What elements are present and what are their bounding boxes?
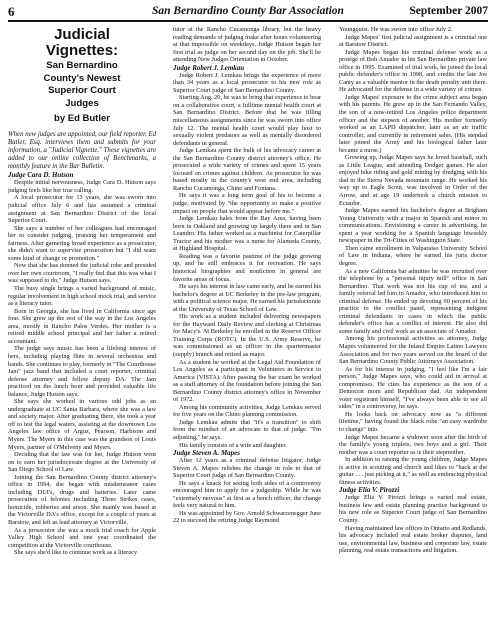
- paragraph: His family consists of a wife and daughter.: [179, 441, 287, 449]
- article-hutson: [8, 179, 156, 556]
- paragraph: As a student he worked at the Legal Aid Foundation of Los Angeles as a participant in Volunteers in Service to America (VISTA). After passing the bar exam he worked as a staff attorney of the foundation before joining the San Bernardino County district attorney's office in November of 1972.: [173, 358, 321, 404]
- paragraph: Judge Mapes began his criminal defense work as a protégé of Bob Amador in his San Bernardino private law office in 1995. Examined of trial work, he joined the local public defender's office in 1998, and credits the late Joe Canty as a valuable mentor in the death penalty unit there. He advocated for the defense in a wide variety of crimes.: [339, 48, 487, 94]
- column-3: [339, 26, 487, 636]
- paragraph: Judge Mapes earned his bachelor's degree at Brigham Young University with a major in Spanish and minor in communications. Envisioning a career in advertising, he spent a year working for a Spanish language biweekly newspaper in the Tri-Cities of Washington State.: [339, 207, 487, 245]
- paragraph: Deciding that the law was for her, Judge Hutson went on to earn her jurisdoctorate degree at the University of San Diego School of Law.: [8, 451, 156, 474]
- page-number: 6: [8, 4, 15, 19]
- paragraph: A local prosecutor for 13 years, she was sworn into judicial office July 6 and has assumed a criminal assignment at San Bernardino District of the local Superior Court.: [8, 194, 156, 225]
- paragraph: After 12 years as a criminal defense litigator, Judge Steven A. Mapes relishes the change in role to that of Superior Court judge of San Bernardino County.: [173, 457, 321, 480]
- paragraph: She says a number of her colleagues had encouraged her to consider judging, praising her temperament and fairness. After garnering broad experience as a prosecutor, she didn't want to supervise prosecution but "I did want some kind of change or promotion.": [8, 224, 156, 262]
- paragraph: Judge Elia V. Pirozzi brings a varied real estate, business law and estate planning practice background to his new role as Superior Court judge of San Bernardino County.: [339, 494, 487, 524]
- paragraph: The busy single brings a varied background of music, regular involvement in high school mock trial, and service as a literacy tutor.: [8, 285, 156, 308]
- page-header: [8, 4, 488, 20]
- paragraph: Judge Lemkau spent the bulk of his advocacy career at the San Bernardino County district attorney's office. He prosecuted a wide variety of crimes and spent 15 years focused on crimes against children. As prosecutor he was based mostly in the county's west end area, including Rancho Cucamonga, Chino and Fontana.: [173, 147, 321, 192]
- article-pirozzi: [339, 494, 487, 554]
- paragraph: Joining the San Bernardino County district attorney's office in 1994, she began with misdemeanor cases including DUI's, drugs and batteries. Later came prosecution of felonies including Three Strikes cases, homicide, robberies and arson. She mainly was based at the Victorville DA's office, except for a couple of years at Barstow, and left as lead attorney at Victorville.: [8, 473, 156, 526]
- paragraph: He looks back on advocacy now as "a different lifetime," having found the black robe "an easy wardrobe to change" into.: [339, 410, 487, 433]
- section-heading-lemkau: Judge Robert J. Lemkau: [173, 63, 245, 72]
- paragraph: As a new California bar admittee he was recruited over the telephone by a "personal injury mill" office in San Bernardino. That work was not his cup of tea, and a family referral led him to Amador, who introduced him to criminal defense. He ended up devoting 90 percent of his practice to the conflict panel, representing indigent criminal defendants in cases in which the public defender's office has a conflict of interest. He also did some family and civil work as an associate of Amador.: [339, 267, 487, 335]
- feature-title-line-1: Judicial: [54, 26, 110, 43]
- feature-subtitle-line-4: Judges: [65, 97, 99, 109]
- paragraph: Having maintained law offices in Ontario and Redlands, his advocacy included real estate broker disputes, land use, environmental law, business and corporate law, estate planning, real estate transactions and litigation.: [339, 524, 487, 555]
- paragraph: He says his interest in law came early, and he earned his bachelor's degree at UC Berkeley in the pre-law program, with a political science major. He earned his jurisdoctorate at the University of Texas School of Law.: [173, 283, 321, 313]
- intro-note: When new judges are appointed, our field reporter, Ed Butler, Esq. interviews them and submits for your information, a "Judicial Vignette." These vignettes are added to our online collection of Benchmarks, a monthly feature in the Bar Bulletin.: [8, 131, 156, 171]
- paragraph: His work as a student included delivering newspapers for the Hayward Daily Review and clerking at Christmas for Macy's. At Berkeley he enrolled in the Reserve Officer Training Corps (ROTC). In the U.S. Army Reserve, he was commissioned as an officer in the quartermaster (supply) branch and retired as major.: [173, 313, 321, 358]
- column-1: [8, 26, 156, 636]
- paragraph: As for his interest in judging, "I feel like I'm a fair person," Judge Mapes says, who could aid in arrival at compromises. He cites his experience as the son of a Democrat mom and Republican dad. An independent voter registrant himself, "I've always been able to see all sides" in a controversy, he says.: [339, 365, 487, 411]
- paragraph: Judge Lemkau admits that "it's a transition" to shift from the mindset of an advocate to that of judge. "I'm adjusting," he says.: [173, 418, 321, 441]
- paragraph: He says it was a long term goal of his to become a judge, motivated by "the opportunity to make a positive impact on people that would appear before me.": [173, 192, 321, 215]
- feature-title-line-2: Vignettes:: [45, 42, 119, 59]
- section-heading-hutson: Judge Cara D. Hutson: [8, 171, 74, 180]
- paragraph: Judge Mapes became a widower soon after the birth of the family's young triplets, two boys and a girl. Their mother was a court reporter as is their stepmother.: [339, 433, 487, 456]
- paragraph: He was appointed by Gov. Arnold Schwarzenegger June 22 to succeed the retiring Judge Raymond: [173, 509, 321, 525]
- paragraph: Judge Lemkau hales from the Bay Area, having been born in Oakland and growing up largely there and in San Leandro. His father worked as a machinist for Caterpillar Tractor and his mother was a nurse for Alameda County, at Highland Hospital.: [173, 215, 321, 253]
- publication-title: San Bernardino County Bar Association: [152, 5, 344, 17]
- header-rule: [8, 20, 488, 22]
- feature-subtitle-line-3: Superior Court: [48, 85, 116, 97]
- paragraph: Starting Aug. 20, he was to bring that experience to bear on a collaborative court, a fulltime mental health court at San Bernardino District. Before that he was filling miscellaneous assignments since he was sworn into office July 12. The mental health court would play host to sexually violent predators as well as mentally disordered defendants in general.: [173, 94, 321, 147]
- paragraph: Then came enrollment in Valparaiso University School of Law in Indiana, where he earned his juris doctor degree.: [339, 244, 487, 267]
- paragraph: Despite initial nervousness, Judge Cara D. Hutson says judging feels like her true calling.: [8, 179, 156, 194]
- paragraph: Growing up, Judge Mapes says he loved baseball, such as Little League, and attending Dodger games. He also enjoyed bike riding and gold mining by dredging with his dad in the Sierra Nevada mountain range. He worked his way up to Eagle Scout, was involved in Order of the Arrow, and at age 19 undertook a church mission to Ecuador.: [339, 154, 487, 207]
- feature-title-block: [16, 27, 148, 125]
- paragraph: In addition to raising the young children, Judge Mapes is active in scouting and church and likes to "back at the guitar . . . just picking at it," as well as embracing physical fitness activities.: [339, 456, 487, 486]
- section-heading-mapes: Judge Steven A. Mapes: [173, 449, 241, 458]
- article-lemkau: [173, 72, 321, 449]
- paragraph: The judge says music has been a lifelong interest of hers, including playing flute in several orchestras and bands. She continues to play, formerly in "The Courthouse Jam" jazz band that included a court reporter, criminal defense attorney and fellow deputy DA. The Jam practiced on the lunch hour and provided valuable life balance, Judge Hutson says.: [8, 345, 156, 398]
- issue-date: September 2007: [409, 5, 488, 17]
- paragraph: As a prosecutor she was a mock trial coach for Apple Valley High School and one year coordinated the competition at the Victorville courthouse.: [8, 526, 156, 549]
- section-heading-pirozzi: Judge Elia V. Pirozzi: [339, 486, 400, 495]
- article-mapes-continued: [339, 26, 487, 486]
- article-mapes: [173, 457, 321, 525]
- paragraph: Judge Mapes' first judicial assignment is a criminal one at Barstow District.: [339, 33, 487, 49]
- paragraph: Among his professional activities as attorney, Judge Mapes volunteered for the Inland Empire Latino Lawyers Association and for two years served on the board of the San Bernardino County Public Attorneys Association.: [339, 335, 487, 366]
- byline: by Ed Butler: [54, 113, 110, 125]
- paragraph: Judge Mapes' exposure to the crime subject area began with his parents. He grew up in the San Fernando Valley, the son of a now-retired Los Angeles police department officer and the stepson of another. His mother formerly worked as an LAPD dispatcher, later as an air traffic controller, and currently in retirement sales. (His stepdad later joined the Army and his biological father later became a nurse.): [339, 93, 487, 154]
- paragraph: Born in Georgia, she has lived in California since age four. She grew up the rest of the way in the Los Angeles area, mostly in Rancho Palos Verdes. Her mother is a retired middle school principal and her father a retired accountant.: [8, 307, 156, 345]
- paragraph: tutor at the Rancho Cucamonga library, but the heavy reading demands of judging make after hours volunteering at that impossible on weekdays. Judge Hutson began her first trial as judge on her second day on the job. She'll be attending New Judges Orientation in October.: [173, 26, 321, 64]
- paragraph: Now that she has donned the judicial robe and presided over her own courtroom, "I really feel that this was what I was supposed to do," Judge Hutson says.: [8, 262, 156, 285]
- paragraph: He says a knack for seeing both sides of a controversy encouraged him to apply for a judgeship. While he was "extremely nervous" at first as a bench officer, the change feels very natural to him.: [173, 479, 321, 510]
- feature-subtitle-line-2: County's Newest: [43, 72, 121, 84]
- paragraph: Among his community activities, Judge Lemkau served for five years on the Chino planning commission.: [173, 403, 321, 419]
- paragraph: Youngquist. He was sworn into office July 2.: [339, 26, 453, 33]
- paragraph: Reading was a favorite pastime of the judge growing up, and he still embraces it for recreation. He says historical biographies and nonfiction in general are favorite areas of focus.: [173, 252, 321, 283]
- paragraph: She says she worked in various odd jobs as an undergraduate at UC Santa Barbara, where she was a law and society major. After graduating there, she took a year off to test the legal waters, assisting at the downtown Los Angeles law office of Arguz, Pearson, Harbison and Myers. The Myers in this case was the grandson of Louis Myers, partner of O'Melveny and Myers.: [8, 398, 156, 451]
- paragraph: Judge Robert J. Lemkau brings the experience of more than 34 years as a local prosecutor to his new role as Superior Court judge of San Bernardino County.: [173, 71, 321, 94]
- feature-subtitle-line-1: San Bernardino: [46, 60, 118, 71]
- paragraph: She says she'd like to continue work as a literacy: [14, 549, 138, 557]
- column-2: [173, 26, 321, 636]
